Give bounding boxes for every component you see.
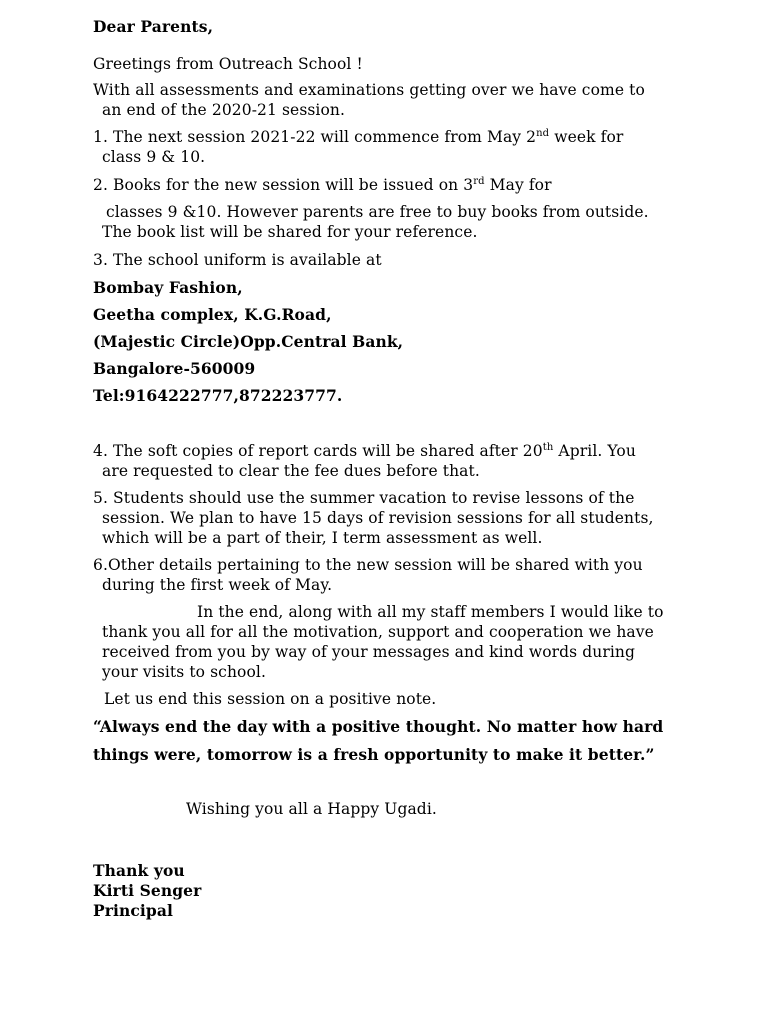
uniform-shop-phone: Tel:9164222777,872223777. (93, 386, 343, 405)
quote-line-2: things were, tomorrow is a fresh opportunity to make it better.” (93, 745, 655, 764)
closing-line-3: received from you by way of your messages and kind words during (102, 643, 636, 661)
point-2-text-b: May for (484, 176, 552, 194)
point-5-line-2: session. We plan to have 15 days of revision sessions for all students, (102, 509, 654, 527)
point-2-line-3: The book list will be shared for your reference. (102, 223, 478, 241)
end-note: Let us end this session on a positive note. (104, 690, 437, 708)
point-6-line-2: during the first week of May. (102, 576, 333, 594)
point-4-line-1 (93, 441, 636, 461)
uniform-shop-name: Bombay Fashion, (93, 278, 243, 297)
salutation: Dear Parents, (93, 17, 214, 36)
point-2-line-2: classes 9 &10. However parents are free to buy books from outside. (106, 203, 649, 221)
point-1-text-a: 1. The next session 2021-22 will commence from May 2 (93, 128, 537, 146)
uniform-shop-city: Bangalore-560009 (93, 359, 256, 378)
point-2-line-1 (93, 175, 552, 195)
intro-line-2: an end of the 2020-21 session. (102, 101, 346, 119)
signatory-title: Principal (93, 901, 173, 920)
greeting: Greetings from Outreach School ! (93, 55, 363, 73)
signatory-name: Kirti Senger (93, 881, 202, 900)
ugadi-wish: Wishing you all a Happy Ugadi. (186, 800, 437, 818)
point-1-line-2: class 9 & 10. (102, 148, 206, 166)
point-6-line-1: 6.Other details pertaining to the new session will be shared with you (93, 556, 643, 574)
point-1-sup: nd (536, 128, 550, 139)
point-4-text-a: 4. The soft copies of report cards will be shared after 20 (93, 442, 543, 460)
intro-line-1: With all assessments and examinations getting over we have come to (93, 81, 645, 99)
point-5-line-3: which will be a part of their, I term assessment as well. (102, 529, 543, 547)
point-1-text-b: week for (549, 128, 624, 146)
closing-line-2: thank you all for all the motivation, support and cooperation we have (102, 623, 654, 641)
point-4-sup: th (542, 442, 554, 453)
point-5-line-1: 5. Students should use the summer vacation to revise lessons of the (93, 489, 635, 507)
point-2-text-a: 2. Books for the new session will be issued on 3 (93, 176, 474, 194)
uniform-shop-address-2: (Majestic Circle)Opp.Central Bank, (93, 332, 404, 351)
uniform-shop-address-1: Geetha complex, K.G.Road, (93, 305, 332, 324)
point-3-line-1: 3. The school uniform is available at (93, 251, 382, 269)
closing-line-4: your visits to school. (102, 663, 266, 681)
point-4-text-b: April. You (553, 442, 636, 460)
point-2-sup: rd (473, 176, 485, 187)
thank-you: Thank you (93, 861, 185, 880)
closing-line-1: In the end, along with all my staff members I would like to (197, 603, 664, 621)
point-4-line-2: are requested to clear the fee dues before that. (102, 462, 480, 480)
quote-line-1: “Always end the day with a positive thought. No matter how hard (93, 717, 664, 736)
point-1-line-1 (93, 127, 623, 147)
